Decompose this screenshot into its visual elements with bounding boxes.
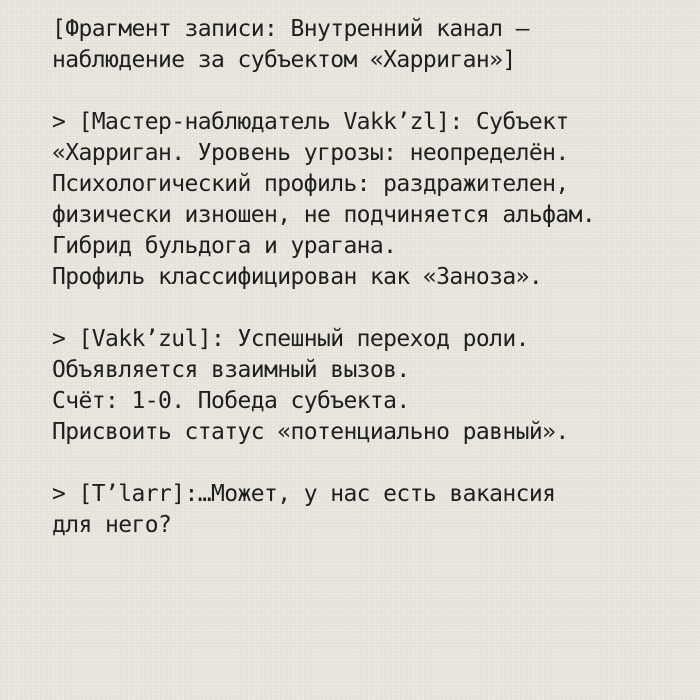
log-entry-line: Присвоить статус «потенциально равный». [52, 419, 569, 445]
log-entry-line: > [T’larr]:…Может, у нас есть вакансия [52, 481, 556, 507]
log-entry-line: Психологический профиль: раздражителен, [52, 171, 569, 197]
log-header [52, 14, 692, 76]
log-entry-master-observer [52, 107, 692, 293]
log-entry-tlarr [52, 479, 692, 541]
log-entry-line: для него? [52, 512, 172, 538]
log-entry-line: Профиль классифицирован как «Заноза». [52, 264, 543, 290]
log-header-line: наблюдение за субъектом «Харриган»] [52, 47, 516, 73]
log-document [52, 14, 692, 541]
log-entry-line: Счёт: 1-0. Победа субъекта. [52, 388, 410, 414]
log-entry-line: физически изношен, не подчиняется альфам. [52, 202, 596, 228]
log-entry-vakkzul [52, 324, 692, 448]
log-entry-line: > [Vakk’zul]: Успешный переход роли. [52, 326, 529, 352]
log-header-line: [Фрагмент записи: Внутренний канал — [52, 16, 529, 42]
log-entry-line: Гибрид бульдога и урагана. [52, 233, 397, 259]
log-entry-line: Объявляется взаимный вызов. [52, 357, 410, 383]
log-entry-line: > [Мастер-наблюдатель Vakk’zl]: Субъект [52, 109, 569, 135]
log-entry-line: «Харриган. Уровень угрозы: неопределён. [52, 140, 569, 166]
